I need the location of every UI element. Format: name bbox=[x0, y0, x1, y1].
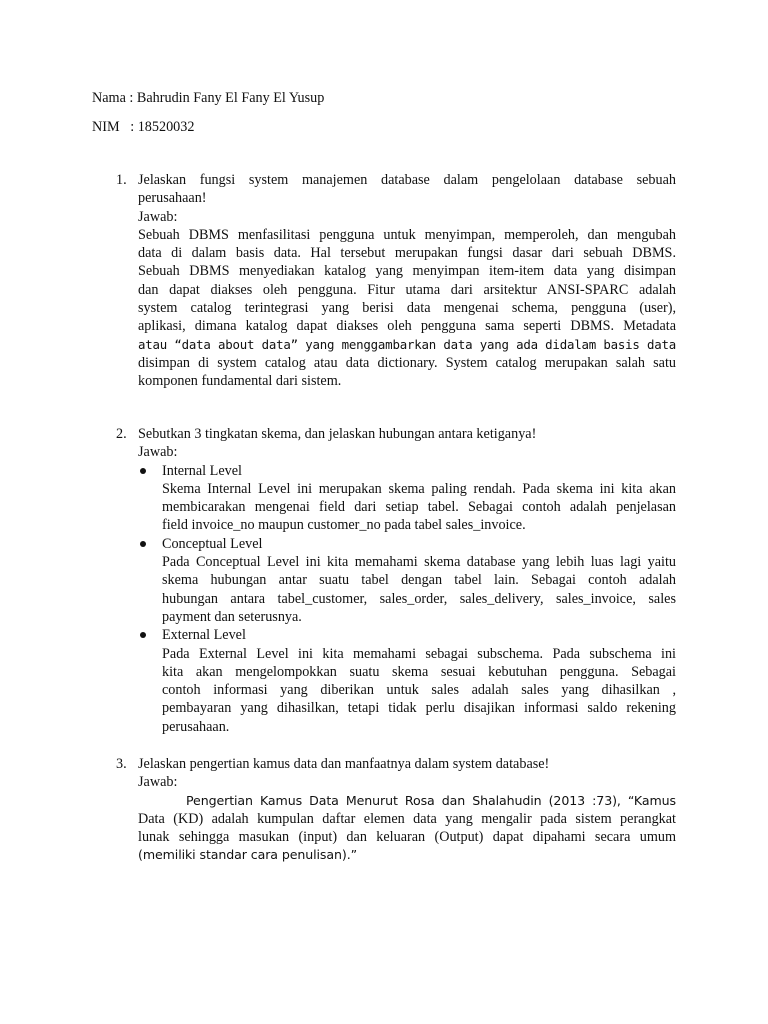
answer-label: Jawab: bbox=[138, 444, 178, 461]
answer-text-line: aplikasi, dimana katalog dapat diakses oleh pengguna sama seperti DBMS. Metadata bbox=[138, 318, 676, 335]
answer-text-line: komponen fundamental dari sistem. bbox=[138, 373, 342, 390]
answer-text-line: atau “data about data” yang menggambarkan data yang ada didalam basis data bbox=[138, 336, 676, 352]
bullet-text-line: membicarakan mengenai field dari setiap tabel. Sebagai contoh adalah penjelasan bbox=[162, 499, 676, 516]
question-body bbox=[138, 755, 676, 865]
student-nim-line: NIM : 18520032 bbox=[92, 119, 195, 135]
answer-text-line: Pengertian Kamus Data Menurut Rosa dan Shalahudin (2013 :73), “Kamus bbox=[186, 792, 676, 808]
bullet-text-line: pembayaran yang dihasilkan, tetapi tidak perlu disajikan informasi saldo rekening bbox=[162, 700, 676, 717]
question-number: 2. bbox=[116, 426, 127, 442]
answer-text-line: disimpan di system catalog atau data dictionary. System catalog merupakan salah satu bbox=[138, 354, 676, 371]
question-number: 1. bbox=[116, 172, 127, 188]
answer-text-line: dan dapat diakses oleh pengguna. Fitur utama dari arsitektur ANSI-SPARC adalah bbox=[138, 281, 676, 298]
question-text-line: perusahaan! bbox=[138, 190, 207, 207]
question-text-line: Jelaskan fungsi system manajemen database dalam pengelolaan database sebuah bbox=[138, 172, 676, 188]
bullet-title: Internal Level bbox=[162, 462, 242, 479]
bullet-item-internal-level bbox=[162, 462, 676, 535]
question-text-line: Sebutkan 3 tingkatan skema, dan jelaskan hubungan antara ketiganya! bbox=[138, 426, 537, 442]
bullet-text-line: Pada Conceptual Level ini kita memahami skema database yang lebih luas lagi yaitu bbox=[162, 554, 676, 571]
answer-text-line: Sebuah DBMS menyediakan katalog yang menyimpan item-item data yang disimpan bbox=[138, 263, 676, 280]
bullet-item-external-level bbox=[162, 626, 676, 736]
bullet-title: External Level bbox=[162, 627, 246, 644]
answer-text-line: data di dalam basis data. Hal tersebut merupakan fungsi dasar dari sebuah DBMS. bbox=[138, 245, 676, 262]
student-name-line: Nama : Bahrudin Fany El Fany El Yusup bbox=[92, 90, 325, 106]
bullet-text-line: payment dan seterusnya. bbox=[162, 608, 302, 625]
bullet-item-conceptual-level bbox=[162, 535, 676, 626]
bullet-icon bbox=[140, 468, 146, 474]
bullet-icon bbox=[140, 632, 146, 638]
bullet-text-line: contoh informasi yang diberikan untuk sales adalah sales yang dihasilkan , bbox=[162, 682, 676, 699]
bullet-text-line: Skema Internal Level ini merupakan skema paling rendah. Pada skema ini kita akan bbox=[162, 480, 676, 497]
bullet-text-line: perusahaan. bbox=[162, 718, 230, 735]
question-1 bbox=[116, 171, 676, 391]
answer-text-line: system catalog terintegrasi yang berisi data mengenai schema, pengguna (user), bbox=[138, 300, 676, 317]
answer-label: Jawab: bbox=[138, 208, 178, 225]
question-number: 3. bbox=[116, 756, 127, 772]
bullet-text-line: Pada External Level ini kita memahami sebagai subschema. Pada subschema ini bbox=[162, 645, 676, 662]
question-text-line: Jelaskan pengertian kamus data dan manfaatnya dalam system database! bbox=[138, 756, 550, 772]
answer-label: Jawab: bbox=[138, 774, 178, 791]
answer-text-line: lunak sehingga masukan (input) dan keluaran (Output) dapat dipahami secara umum bbox=[138, 829, 676, 846]
bullet-icon bbox=[140, 541, 146, 547]
answer-text-line: Sebuah DBMS menfasilitasi pengguna untuk menyimpan, memperoleh, dan mengubah bbox=[138, 226, 676, 243]
question-3 bbox=[116, 755, 676, 865]
answer-text-line: Data (KD) adalah kumpulan daftar elemen data yang mengalir pada sistem perangkat bbox=[138, 810, 676, 827]
bullet-title: Conceptual Level bbox=[162, 535, 263, 552]
question-body bbox=[138, 425, 676, 736]
answer-text-line: (memiliki standar cara penulisan).” bbox=[138, 847, 358, 863]
bullet-text-line: field invoice_no maupun customer_no pada tabel sales_invoice. bbox=[162, 517, 526, 534]
bullet-text-line: kita akan mengelompokkan suatu skema sesuai kebutuhan pengguna. Sebagai bbox=[162, 663, 676, 680]
bullet-text-line: skema hubungan antar suatu tabel dengan tabel lain. Sebagai contoh adalah bbox=[162, 572, 676, 589]
bullet-text-line: hubungan antara tabel_customer, sales_order, sales_delivery, sales_invoice, sales bbox=[162, 590, 676, 607]
question-2 bbox=[116, 425, 676, 736]
question-body bbox=[138, 171, 676, 391]
